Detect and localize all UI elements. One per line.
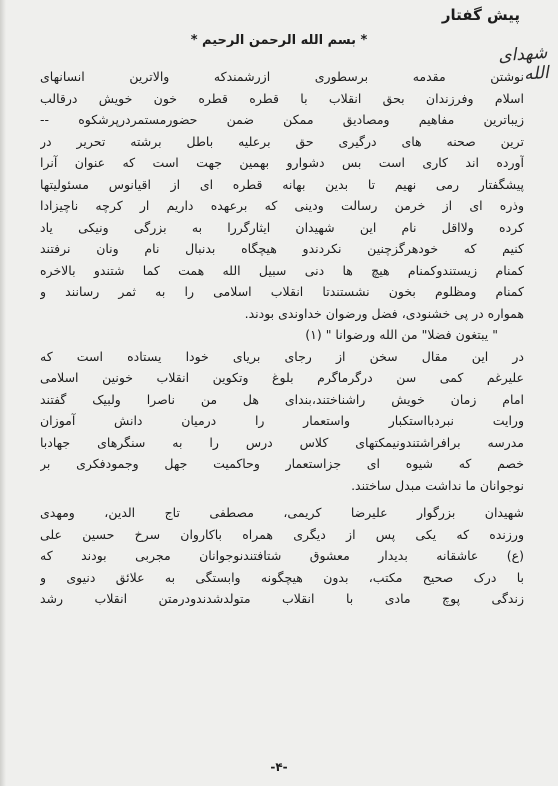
text-line: زیباترین مفاهیم ومصادیق ممکن ضمن حضورمستمردرپرشکوه -- [40, 112, 524, 127]
text-line: نوشتن مقدمه برسطوری ازرشمندکه والاترین انسانهای [40, 69, 524, 84]
text-line: ورزنده که یکی پس از دیگری همراه باکاروان سرخ حسین علی [40, 526, 524, 542]
text-line: ورایت نبردبااستکبار واستعمار را درمیان دانش آموزان [40, 413, 524, 428]
text-line: (ع) عاشقانه بدیدار معشوق شتافتندنوجوانان مجربی بودند که [40, 548, 524, 563]
handwritten-annotation: شهدای الله [497, 42, 550, 85]
text-line: اسلام وفرزندان بحق انقلاب با قطره قطره خون خویش درقالب [40, 90, 524, 106]
paragraph-1 [40, 66, 524, 324]
text-line: کمنام زیستندوکمنام هیچ ها دنی سبیل الله همت کما شتندو بالاخره [40, 262, 524, 278]
text-line: شهیدان بزرگوار علیرضا کریمی، مصطفی تاج الدین، ومهدی [40, 505, 524, 520]
text-line: خصم که شیوه ای جزاستعمار وحاکمیت جهل وجمودفکری بر [40, 456, 524, 471]
text-line: کرده ولااقل نام این شهیدان ایثارگررا به بزرگی ونیکی یاد [40, 219, 524, 235]
page-edge-shadow [0, 0, 6, 786]
body-text [40, 66, 524, 610]
text-line: ترین صحنه های درگیری حق برعلیه باطل برشته تحریر در [40, 133, 524, 149]
quran-quote: " یبتغون فضلا" من الله ورضوانا " (۱) [305, 327, 498, 342]
paragraph-3 [40, 502, 524, 610]
text-line: کمنام ومظلوم بخون نشستندتا انقلاب اسلامی را به ثمر رسانند و [40, 284, 524, 299]
page-header-title: پیش گفتار [441, 6, 520, 24]
text-line: وذره ای از خرمن رسالت ودینی که برعهده داریم ار کرچه ناچیزادا [40, 198, 524, 213]
text-line: آورده اند کاری است بس دشوارو بهمین جهت است که عنوان آنرا [40, 155, 524, 170]
text-line: کنیم که خودهرگزچنین نکردندو هیچگاه بدنبال نام ونان نرفتند [40, 241, 524, 256]
text-line: زندگی پوچ مادی با انقلاب متولدشدندودرمتن انقلاب رشد [40, 591, 524, 606]
text-line: در این مقال سخن از رجای بریای خودا یستاده است که [40, 348, 524, 364]
text-line: نوجوانان ما نداشت مبدل ساختند. [351, 477, 524, 493]
text-line: علیرغم کمی سن درگرماگرم بلوغ وتکوین انقلاب خونین اسلامی [40, 370, 524, 385]
text-line: پیشگفتار رمی نهیم تا بدین بهانه قطره ای از اقیانوس مسئولیتها [40, 176, 524, 192]
page-number: -۴- [270, 760, 288, 774]
text-line: امام زمان خویش راشناختند،بندای هل من ناصرا ولبیک گفتند [40, 391, 524, 407]
basmala-heading: * بسم الله الرحمن الرحیم * [190, 33, 368, 48]
text-line: همواره در پی خشنودی، فضل ورضوان خداوندی بودند. [244, 305, 524, 321]
text-line: با درک صحیح مکتب، بدون هیچگونه وابستگی به علائق دنیوی و [40, 569, 524, 585]
paragraph-2 [40, 346, 524, 497]
text-line: مدرسه برافراشتندونیمکتهای کلاس درس را به سنگرهای جهادبا [40, 434, 524, 450]
